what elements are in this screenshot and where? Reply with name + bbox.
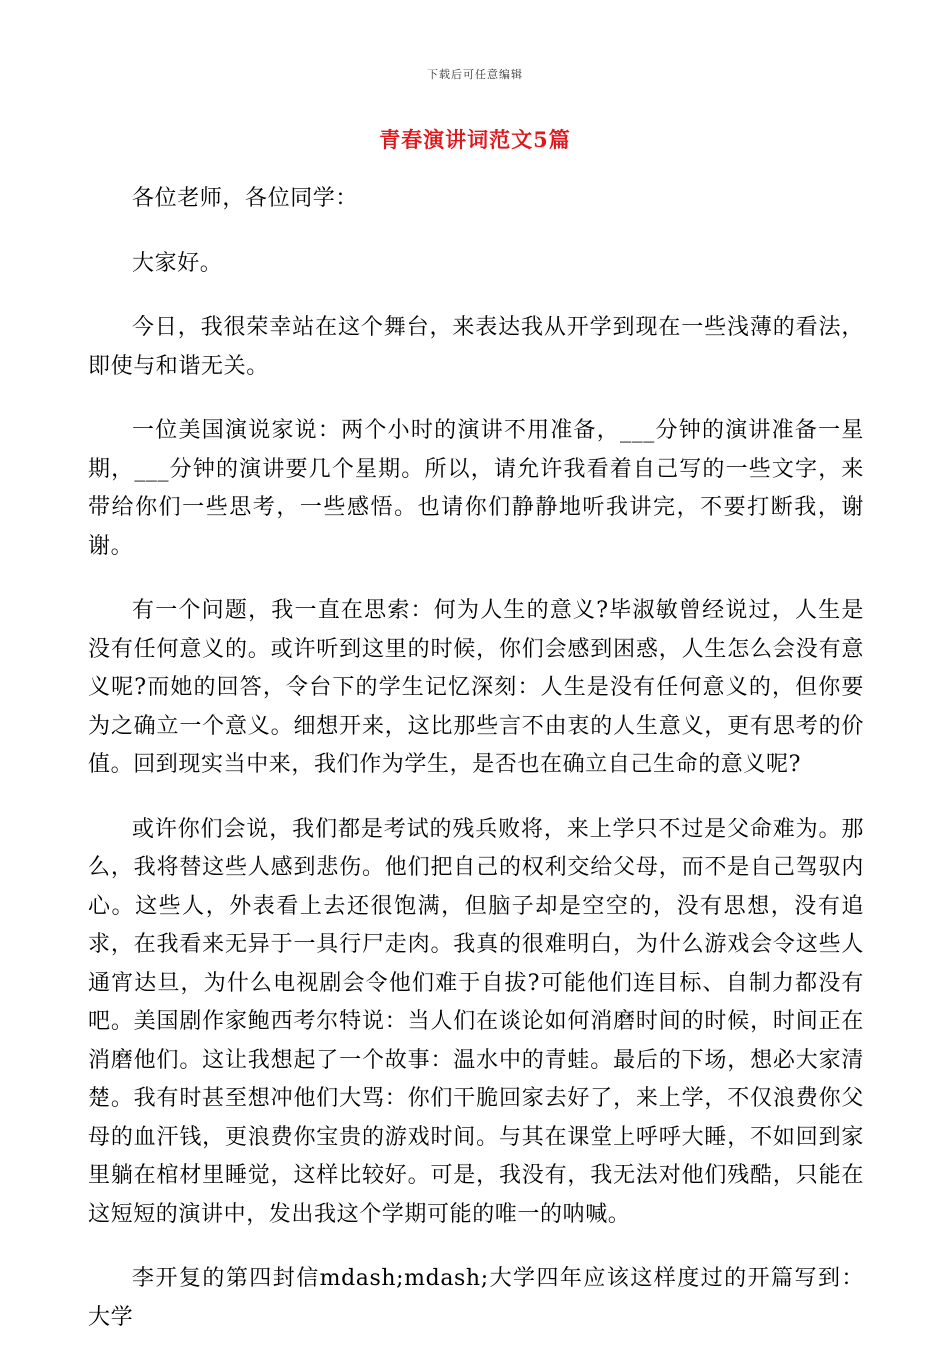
paragraph: 今日，我很荣幸站在这个舞台，来表达我从开学到现在一些浅薄的看法，即使与和谐无关。 [88, 315, 864, 379]
paragraph: 李开复的第四封信mdash;mdash;大学四年应该这样度过的开篇写到：大学 [88, 1266, 864, 1330]
paragraph-greeting: 大家好。 [132, 250, 223, 276]
header-note: 下载后可任意编辑 [427, 68, 523, 81]
paragraph: 有一个问题，我一直在思索：何为人生的意义?毕淑敏曾经说过，人生是没有任何意义的。或许听到这里的时候，你们会感到困惑，人生怎么会没有意义呢?而她的回答，令台下的学生记忆深刻：人生是没有任何意义的，但你要为之确立一个意义。细想开来，这比那些言不由衷的人生意义，更有思考的价值。回到现实当中来，我们作为学生，是否也在确立自己生命的意义呢? [88, 598, 864, 777]
paragraph: 或许你们会说，我们都是考试的残兵败将，来上学只不过是父命难为。那么，我将替这些人感到悲伤。他们把自己的权利交给父母，而不是自己驾驭内心。这些人，外表看上去还很饱满，但脑子却是空空的，没有思想，没有追求，在我看来无异于一具行尸走肉。我真的很难明白，为什么游戏会令这些人通宵达旦，为什么电视剧会令他们难于自拔?可能他们连目标、自制力都没有吧。美国剧作家鲍西考尔特说：当人们在谈论如何消磨时间的时候，时间正在消磨他们。这让我想起了一个故事：温水中的青蛙。最后的下场，想必大家清楚。我有时甚至想冲他们大骂：你们干脆回家去好了，来上学，不仅浪费你父母的血汗钱，更浪费你宝贵的游戏时间。与其在课堂上呼呼大睡，不如回到家里躺在棺材里睡觉，这样比较好。可是，我没有，我无法对他们残酷，只能在这短短的演讲中，发出我这个学期可能的唯一的呐喊。 [88, 816, 864, 1227]
paragraph: 一位美国演说家说：两个小时的演讲不用准备，___分钟的演讲准备一星期，___分钟的演讲要几个星期。所以，请允许我看着自己写的一些文字，来带给你们一些思考，一些感悟。也请你们静静地听我讲完，不要打断我，谢谢。 [88, 418, 864, 559]
document-body [88, 180, 864, 1363]
paragraph-salutation: 各位老师，各位同学： [132, 186, 359, 211]
document-title: 青春演讲词范文5篇 [379, 127, 571, 152]
